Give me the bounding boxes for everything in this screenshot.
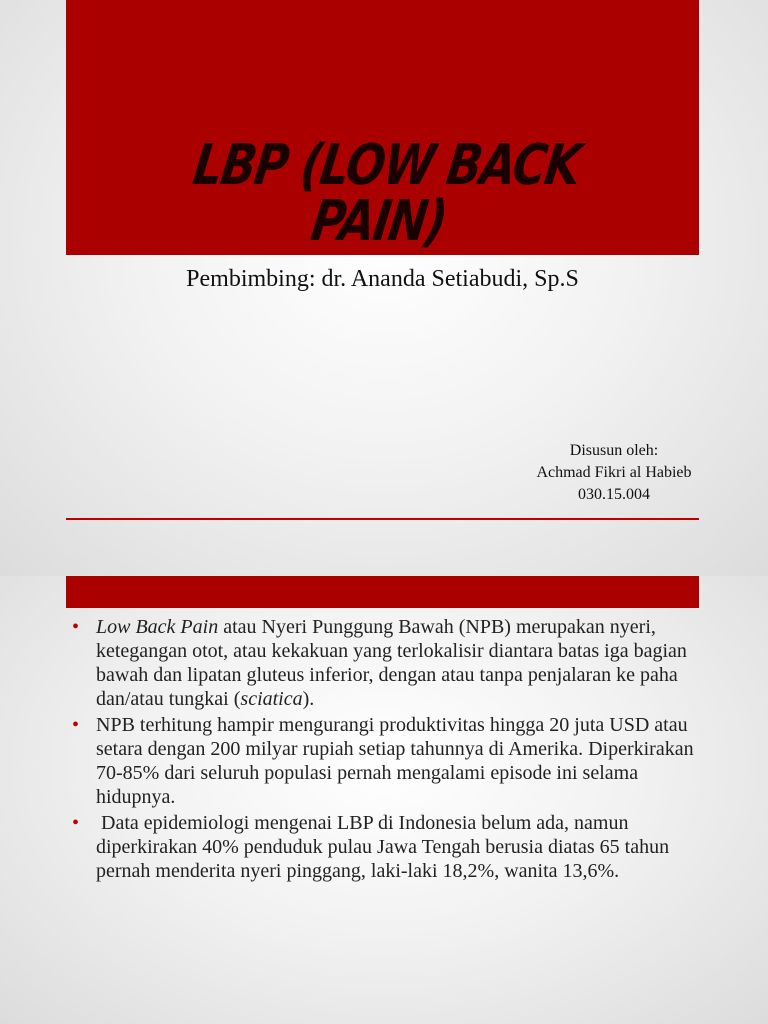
bullet-text: ).	[302, 688, 315, 710]
bullet-icon: •	[72, 616, 80, 638]
bullet-item	[72, 713, 712, 809]
bullet-text: atau Nyeri Punggung Bawah (NPB) merupakan nyeri, ketegangan otot, atau kekakuan yang terlokalisir diantara batas iga bagian bawah dan lipatan gluteus inferior, dengan atau tanpa penjalaran ke paha dan/atau tungkai (	[96, 616, 687, 710]
bullet-list	[72, 615, 712, 885]
bullet-icon: •	[72, 812, 80, 834]
supervisor-subtitle: Pembimbing: dr. Ananda Setiabudi, Sp.S	[186, 266, 579, 292]
author-name: Achmad Fikri al Habieb	[536, 464, 692, 481]
bullet-term: sciatica	[240, 688, 303, 710]
slide-title: LBP (LOW BACK PAIN)	[189, 133, 584, 254]
bullet-term: Low Back Pain	[96, 616, 219, 638]
header-band	[66, 576, 699, 608]
content-slide	[0, 576, 768, 1024]
author-id: 030.15.004	[578, 486, 650, 503]
author-label: Disusun oleh:	[569, 442, 659, 459]
divider-line	[66, 518, 699, 520]
bullet-item	[72, 811, 712, 883]
bullet-icon: •	[72, 714, 80, 736]
title-banner	[66, 0, 699, 255]
bullet-item	[72, 615, 712, 711]
author-block	[506, 440, 722, 506]
bullet-text: Data epidemiologi mengenai LBP di Indonesia belum ada, namun diperkirakan 40% penduduk pulau Jawa Tengah berusia diatas 65 tahun pernah menderita nyeri pinggang, laki-laki 18,2%, wanita 13,6%.	[96, 812, 675, 882]
bullet-text: NPB terhitung hampir mengurangi produktivitas hingga 20 juta USD atau setara dengan 200 milyar rupiah setiap tahunnya di Amerika. Diperkirakan 70-85% dari seluruh populasi pernah mengalami episode ini selama hidupnya.	[96, 714, 694, 808]
